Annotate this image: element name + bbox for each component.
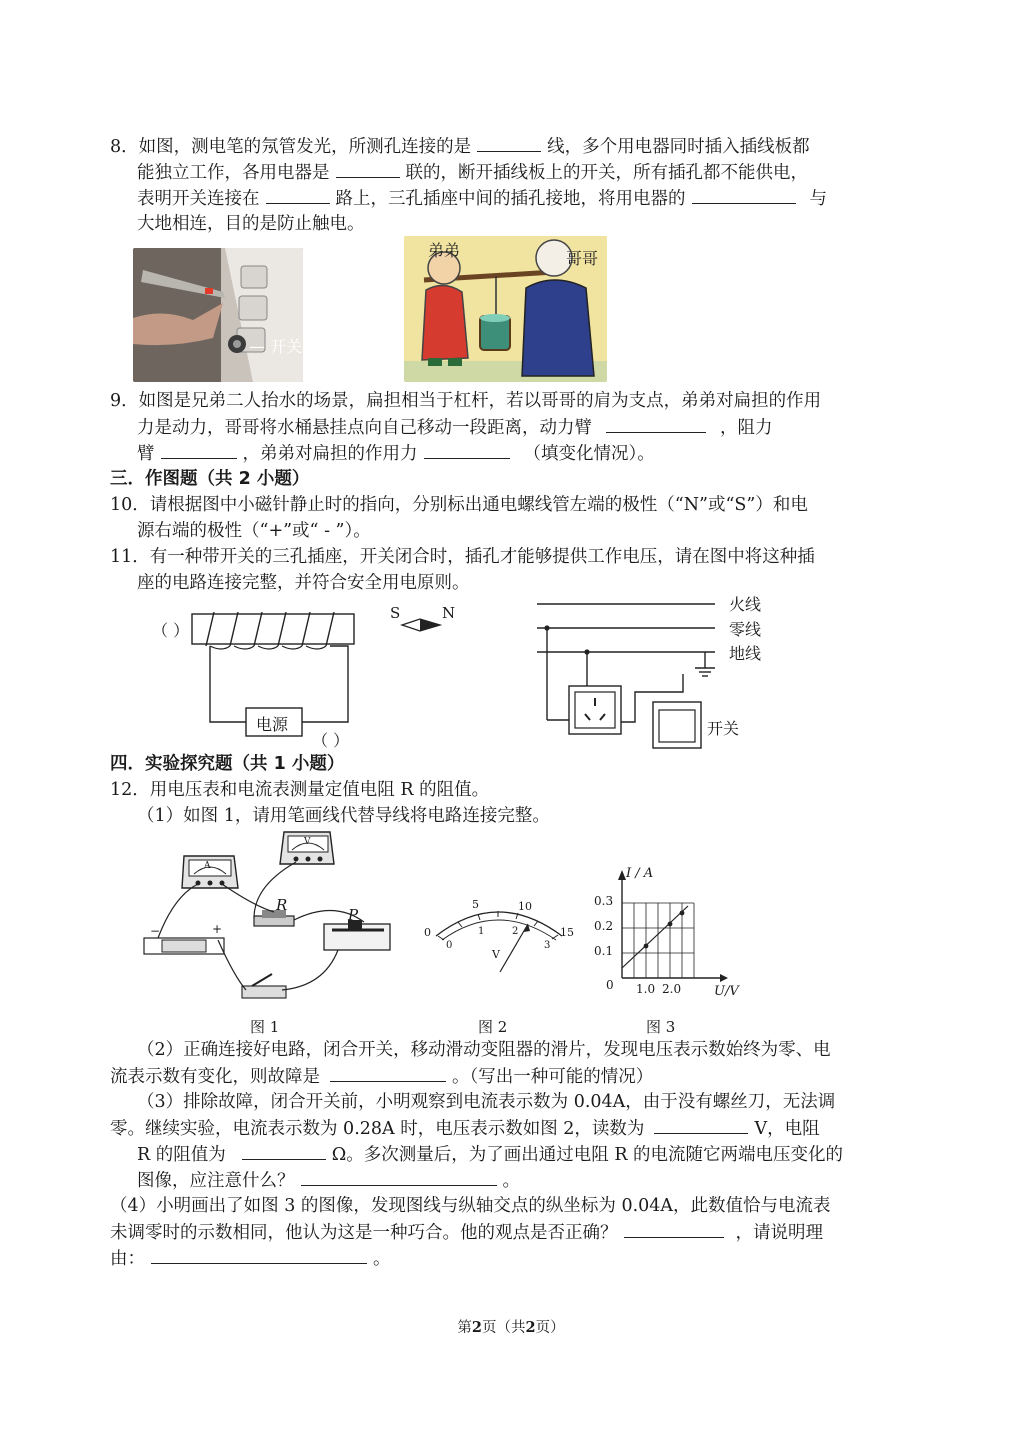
answer-blank[interactable] [477, 133, 541, 152]
switch-label: 开关 [707, 719, 740, 738]
rheostat-p-label: P [348, 906, 359, 924]
battery-negative-label: − [150, 924, 161, 938]
answer-blank[interactable] [654, 1115, 748, 1134]
q12-part1: （1）如图 1，请用笔画线代替导线将电路连接完整。 [137, 806, 550, 826]
battery-positive-label: + [212, 922, 223, 936]
dial-bottom-tick: 0 [446, 940, 453, 951]
dial-bottom-tick: 2 [512, 926, 519, 937]
socket-wiring-figure [535, 590, 775, 750]
q9-text: 臂 [137, 444, 155, 464]
q12-intro: 12．用电压表和电流表测量定值电阻 R 的阻值。 [110, 780, 490, 800]
x-tick-label: 1.0 [636, 982, 656, 996]
q12-text: 图像，应注意什么？ [137, 1171, 295, 1191]
ground-wire-label: 地线 [729, 644, 762, 663]
q8-text: 大地相连，目的是防止触电。 [137, 214, 365, 234]
q8-text: 联的，断开插线板上的开关，所有插孔都不能供电， [405, 163, 808, 183]
q12-part4-line2 [110, 1219, 823, 1246]
q12-text: V，电阻 [754, 1119, 820, 1139]
q12-text: 流表示数有变化，则故障是 [110, 1067, 320, 1087]
answer-blank[interactable] [606, 414, 706, 433]
q8-text: 表明开关连接在 [137, 189, 260, 209]
power-pole-blank[interactable]: （ ） [312, 731, 350, 750]
q10-line1: 10．请根据图中小磁针静止时的指向，分别标出通电螺线管左端的极性（“N”或“S”）和电 [110, 495, 808, 515]
q10-line2: 源右端的极性（“+”或“ - ”）。 [137, 521, 371, 541]
answer-blank[interactable] [424, 440, 510, 459]
q8-text: 线，多个用电器同时插入插线板都 [547, 137, 810, 157]
dial-unit: V [492, 948, 500, 961]
footer-page-number: 2 [471, 1319, 482, 1336]
answer-blank[interactable] [336, 159, 400, 178]
q12-text: 零。继续实验，电流表示数为 0.28A 时，电压表示数如图 2，读数为 [110, 1119, 645, 1139]
power-strip-illustration [133, 248, 303, 382]
answer-blank[interactable] [301, 1167, 497, 1186]
power-source-label: 电源 [256, 715, 289, 734]
fig2-caption: 图 2 [478, 1018, 508, 1036]
dial-top-tick: 15 [560, 926, 574, 939]
fig1-circuit [134, 826, 404, 1006]
solenoid-diagram [148, 598, 478, 748]
q12-part3-line4 [137, 1167, 520, 1194]
q8-line2 [137, 159, 808, 186]
resistor-r-label: R [276, 896, 288, 914]
q8-text: 能独立工作，各用电器是 [137, 163, 330, 183]
answer-blank[interactable] [242, 1141, 326, 1160]
q12-part4-line3 [110, 1245, 391, 1272]
footer-text: 页（共 [482, 1320, 526, 1336]
y-axis-label: I / A [626, 866, 654, 881]
q8-line3 [137, 185, 827, 212]
footer-page-total: 2 [525, 1319, 536, 1336]
fig1-caption: 图 1 [250, 1018, 280, 1036]
power-strip-photo [133, 248, 303, 382]
q9-text: ，阻力 [720, 418, 773, 438]
needle-s-label: S [390, 604, 401, 622]
q12-text: ，请说明理 [735, 1223, 823, 1243]
y-tick-label: 0.3 [594, 894, 614, 908]
solenoid-figure [148, 598, 478, 748]
q11-line1: 11．有一种带开关的三孔插座，开关闭合时，插孔才能够提供工作电压，请在图中将这种插 [110, 547, 815, 567]
section-heading-4: 四．实验探究题（共 1 小题） [110, 754, 345, 774]
origin-label: 0 [606, 978, 614, 992]
q9-text: （填变化情况）。 [523, 444, 655, 464]
footer-text: 页） [535, 1320, 565, 1336]
x-tick-label: 2.0 [662, 982, 682, 996]
q9-line2 [137, 414, 773, 441]
x-axis-label: U/V [714, 984, 739, 999]
answer-blank[interactable] [692, 185, 796, 204]
answer-blank[interactable] [266, 185, 330, 204]
ammeter-label: A [204, 861, 211, 871]
dial-bottom-tick: 1 [478, 926, 485, 937]
q12-part3-line1: （3）排除故障，闭合开关前，小明观察到电流表示数为 0.04A，由于没有螺丝刀，无法调 [137, 1092, 836, 1112]
q12-text: Ω。多次测量后，为了画出通过电阻 R 的电流随它两端电压变化的 [331, 1145, 844, 1165]
q12-part2-line2 [110, 1063, 653, 1090]
answer-blank[interactable] [161, 440, 237, 459]
cartoon-label-right: 哥哥 [566, 249, 599, 268]
fig3-iu-graph [594, 866, 754, 1006]
cartoon-label-left: 弟弟 [428, 241, 461, 260]
answer-blank[interactable] [330, 1063, 446, 1082]
fig2-voltmeter-dial [424, 890, 574, 976]
fig1-illustration [134, 826, 404, 1006]
section-heading-3: 三．作图题（共 2 小题） [110, 469, 310, 489]
q8-line1 [110, 133, 810, 160]
q12-text: 。 [373, 1249, 391, 1269]
dial-top-tick: 5 [472, 898, 479, 911]
q12-part3-line2 [110, 1115, 820, 1142]
live-wire-label: 火线 [729, 595, 762, 614]
q8-text: 路上，三孔插座中间的插孔接地，将用电器的 [335, 189, 686, 209]
q9-text: ，弟弟对扁担的作用力 [242, 444, 418, 464]
q11-line2: 座的电路连接完整，并符合安全用电原则。 [137, 573, 470, 593]
dial-bottom-tick: 3 [544, 940, 551, 951]
voltmeter-label: V [304, 837, 311, 847]
q12-text: 未调零时的示数相同，他认为这是一种巧合。他的观点是否正确？ [110, 1223, 618, 1243]
dial-top-tick: 10 [518, 900, 532, 913]
page-footer [0, 1316, 1022, 1337]
dial-top-tick: 0 [424, 926, 431, 939]
q9-text: 力是动力，哥哥将水桶悬挂点向自己移动一段距离，动力臂 [137, 418, 592, 438]
q12-text: 由： [110, 1249, 145, 1269]
footer-text: 第 [457, 1320, 472, 1336]
q12-part4-line1: （4）小明画出了如图 3 的图像，发现图线与纵轴交点的纵坐标为 0.04A，此数值恰与电流表 [110, 1196, 831, 1216]
answer-blank[interactable] [624, 1219, 724, 1238]
solenoid-pole-blank[interactable]: （ ） [152, 621, 190, 640]
q9-line3 [137, 440, 655, 467]
fig3-caption: 图 3 [646, 1018, 676, 1036]
q12-text: R 的阻值为 [137, 1145, 226, 1165]
y-tick-label: 0.2 [594, 919, 614, 933]
answer-blank[interactable] [151, 1245, 367, 1264]
needle-n-label: N [442, 604, 456, 622]
q9-line1 [110, 388, 821, 414]
fig2-dial-illustration [424, 890, 574, 976]
q8-text: 8．如图，测电笔的氖管发光，所测孔连接的是 [110, 137, 472, 157]
brothers-cartoon [404, 236, 607, 382]
y-tick-label: 0.1 [594, 944, 614, 958]
q8-text: 与 [809, 189, 827, 209]
q12-text: 。（写出一种可能的情况） [452, 1067, 654, 1087]
neutral-wire-label: 零线 [729, 620, 762, 639]
q9-text: 9．如图是兄弟二人抬水的场景，扁担相当于杠杆，若以哥哥的肩为支点，弟弟对扁担的作用 [110, 391, 822, 411]
q12-part2-line1: （2）正确连接好电路，闭合开关，移动滑动变阻器的滑片，发现电压表示数始终为零、电 [137, 1040, 831, 1060]
q12-part3-line3 [137, 1141, 843, 1168]
q12-text: 。 [502, 1171, 520, 1191]
switch-label: — 开关 [249, 337, 303, 356]
q8-line4 [137, 211, 365, 237]
